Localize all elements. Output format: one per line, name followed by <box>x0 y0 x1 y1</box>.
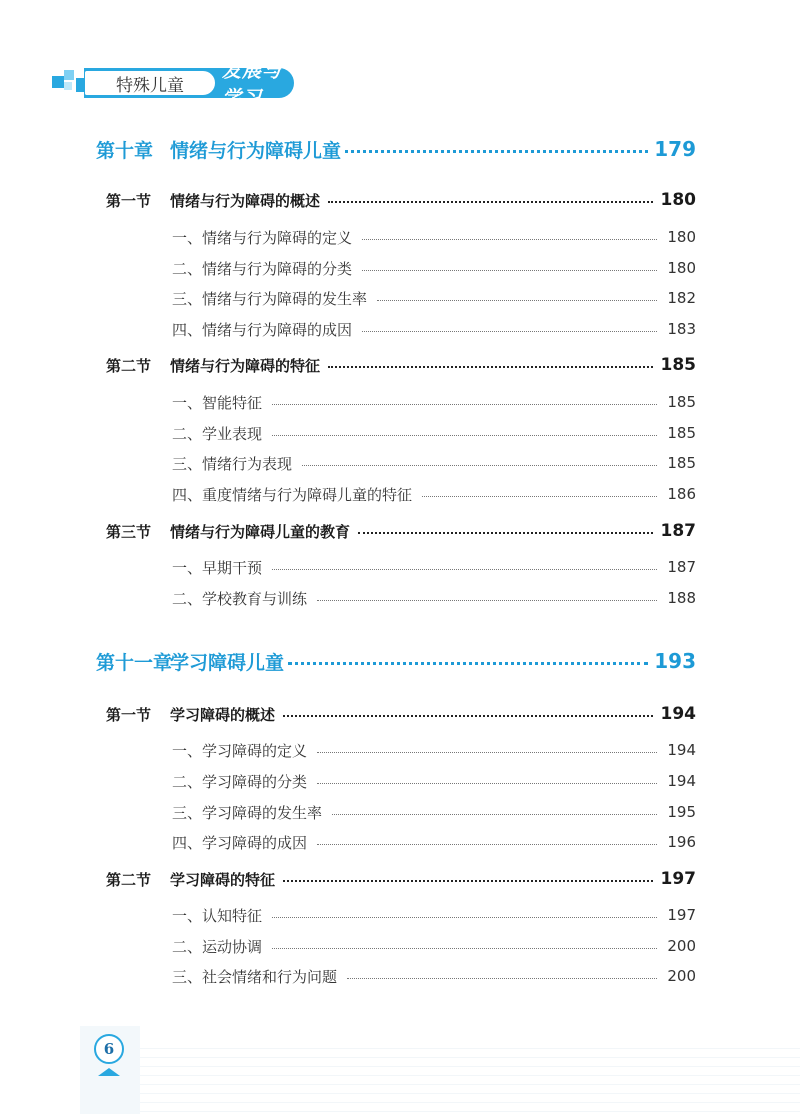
toc-item-title: 一、智能特征 <box>172 393 263 412</box>
toc-item-title: 二、学习障碍的分类 <box>172 772 308 791</box>
toc-page-number: 187 <box>667 558 696 576</box>
book-subtitle: 发展与学习 <box>222 60 283 109</box>
dot-leader <box>283 880 652 882</box>
dot-leader <box>362 239 657 240</box>
toc-item-title: 三、社会情绪和行为问题 <box>172 967 338 986</box>
toc-page-number: 200 <box>667 967 696 985</box>
dot-leader <box>377 300 657 301</box>
toc-page-number: 193 <box>654 649 696 673</box>
toc-item-title: 一、学习障碍的定义 <box>172 741 308 760</box>
footer-lines <box>140 1040 800 1114</box>
toc-section-number: 第三节 <box>106 522 152 541</box>
dot-leader <box>328 201 652 203</box>
toc-item-title: 三、情绪行为表现 <box>172 454 293 473</box>
toc-page-number: 180 <box>667 228 696 246</box>
toc-chapter-row[interactable] <box>96 134 696 164</box>
toc-section-title: 学习障碍的特征 <box>170 870 276 889</box>
toc-item-row[interactable] <box>172 225 696 249</box>
toc-item-title: 二、情绪与行为障碍的分类 <box>172 259 353 278</box>
toc-item-row[interactable] <box>172 451 696 475</box>
dot-leader <box>345 150 648 153</box>
toc-page-number: 182 <box>667 289 696 307</box>
decor-square-icon <box>76 78 84 92</box>
dot-leader <box>272 435 657 436</box>
toc-chapter-title: 情绪与行为障碍儿童 <box>170 139 342 162</box>
toc-item-title: 一、情绪与行为障碍的定义 <box>172 228 353 247</box>
dot-leader <box>362 270 657 271</box>
toc-page-number: 185 <box>667 424 696 442</box>
dot-leader <box>288 662 648 665</box>
toc-page-number: 196 <box>667 833 696 851</box>
toc-item-title: 二、学校教育与训练 <box>172 589 308 608</box>
dot-leader <box>317 844 657 845</box>
book-brand-header <box>50 60 300 109</box>
page-number-badge <box>80 1026 140 1114</box>
toc-item-title: 一、认知特征 <box>172 906 263 925</box>
toc-page-number: 188 <box>667 589 696 607</box>
toc-item-title: 二、运动协调 <box>172 937 263 956</box>
toc-page-number: 179 <box>654 137 696 161</box>
dot-leader <box>272 404 657 405</box>
decor-square-icon <box>52 76 64 88</box>
toc-item-row[interactable] <box>172 421 696 445</box>
dot-leader <box>422 496 657 497</box>
dot-leader <box>328 366 652 368</box>
toc-section-row[interactable] <box>106 866 696 892</box>
toc-item-row[interactable] <box>172 769 696 793</box>
toc-item-title: 四、情绪与行为障碍的成因 <box>172 320 353 339</box>
toc-item-title: 三、学习障碍的发生率 <box>172 803 323 822</box>
toc-page-number: 185 <box>667 454 696 472</box>
dot-leader <box>317 752 657 753</box>
toc-section-title: 学习障碍的概述 <box>170 705 276 724</box>
toc-item-row[interactable] <box>172 286 696 310</box>
toc-chapter-row[interactable] <box>96 646 696 676</box>
toc-section-number: 第二节 <box>106 356 152 375</box>
toc-item-title: 四、学习障碍的成因 <box>172 833 308 852</box>
dot-leader <box>332 814 657 815</box>
toc-page-number: 194 <box>660 704 696 724</box>
toc-page-number: 197 <box>660 869 696 889</box>
toc-item-title: 一、早期干预 <box>172 558 263 577</box>
toc-item-title: 二、学业表现 <box>172 424 263 443</box>
toc-item-title: 四、重度情绪与行为障碍儿童的特征 <box>172 485 413 504</box>
toc-section-row[interactable] <box>106 701 696 727</box>
toc-section-title: 情绪与行为障碍儿童的教育 <box>170 522 351 541</box>
toc-page-number: 187 <box>660 521 696 541</box>
toc-page-number: 185 <box>667 393 696 411</box>
toc-page-number: 197 <box>667 906 696 924</box>
dot-leader <box>362 331 657 332</box>
toc-page-number: 200 <box>667 937 696 955</box>
toc-page-number: 180 <box>660 190 696 210</box>
toc-item-row[interactable] <box>172 934 696 958</box>
toc-section-number: 第一节 <box>106 191 152 210</box>
toc-item-row[interactable] <box>172 830 696 854</box>
dot-leader <box>272 917 657 918</box>
dot-leader <box>272 948 657 949</box>
toc-item-row[interactable] <box>172 482 696 506</box>
toc-chapter-number: 第十章 <box>96 139 154 162</box>
toc-page-number: 186 <box>667 485 696 503</box>
toc-item-row[interactable] <box>172 903 696 927</box>
page-number: 6 <box>94 1034 124 1064</box>
toc-item-title: 三、情绪与行为障碍的发生率 <box>172 289 368 308</box>
toc-section-row[interactable] <box>106 187 696 213</box>
toc-page-number: 180 <box>667 259 696 277</box>
dot-leader <box>358 532 652 534</box>
toc-item-row[interactable] <box>172 964 696 988</box>
toc-section-number: 第一节 <box>106 705 152 724</box>
toc-page-number: 194 <box>667 772 696 790</box>
toc-item-row[interactable] <box>172 555 696 579</box>
dot-leader <box>302 465 657 466</box>
toc-section-title: 情绪与行为障碍的特征 <box>170 356 321 375</box>
toc-page-number: 185 <box>660 355 696 375</box>
dot-leader <box>317 600 657 601</box>
toc-item-row[interactable] <box>172 800 696 824</box>
toc-section-row[interactable] <box>106 352 696 378</box>
toc-section-number: 第二节 <box>106 870 152 889</box>
dot-leader <box>272 569 657 570</box>
toc-item-row[interactable] <box>172 586 696 610</box>
decor-square-icon <box>64 82 72 90</box>
toc-item-row[interactable] <box>172 390 696 414</box>
toc-page-number: 194 <box>667 741 696 759</box>
toc-item-row[interactable] <box>172 317 696 341</box>
dot-leader <box>317 783 657 784</box>
toc-section-title: 情绪与行为障碍的概述 <box>170 191 321 210</box>
toc-item-row[interactable] <box>172 738 696 762</box>
decor-square-icon <box>64 70 74 80</box>
dot-leader <box>283 715 652 717</box>
toc-chapter-number: 第十一章 <box>96 651 173 674</box>
toc-item-row[interactable] <box>172 256 696 280</box>
triangle-icon <box>98 1068 120 1076</box>
toc-chapter-title: 学习障碍儿童 <box>170 651 285 674</box>
toc-section-row[interactable] <box>106 518 696 544</box>
toc-page-number: 195 <box>667 803 696 821</box>
dot-leader <box>347 978 657 979</box>
toc-page-number: 183 <box>667 320 696 338</box>
series-title: 特殊儿童 <box>84 70 216 96</box>
